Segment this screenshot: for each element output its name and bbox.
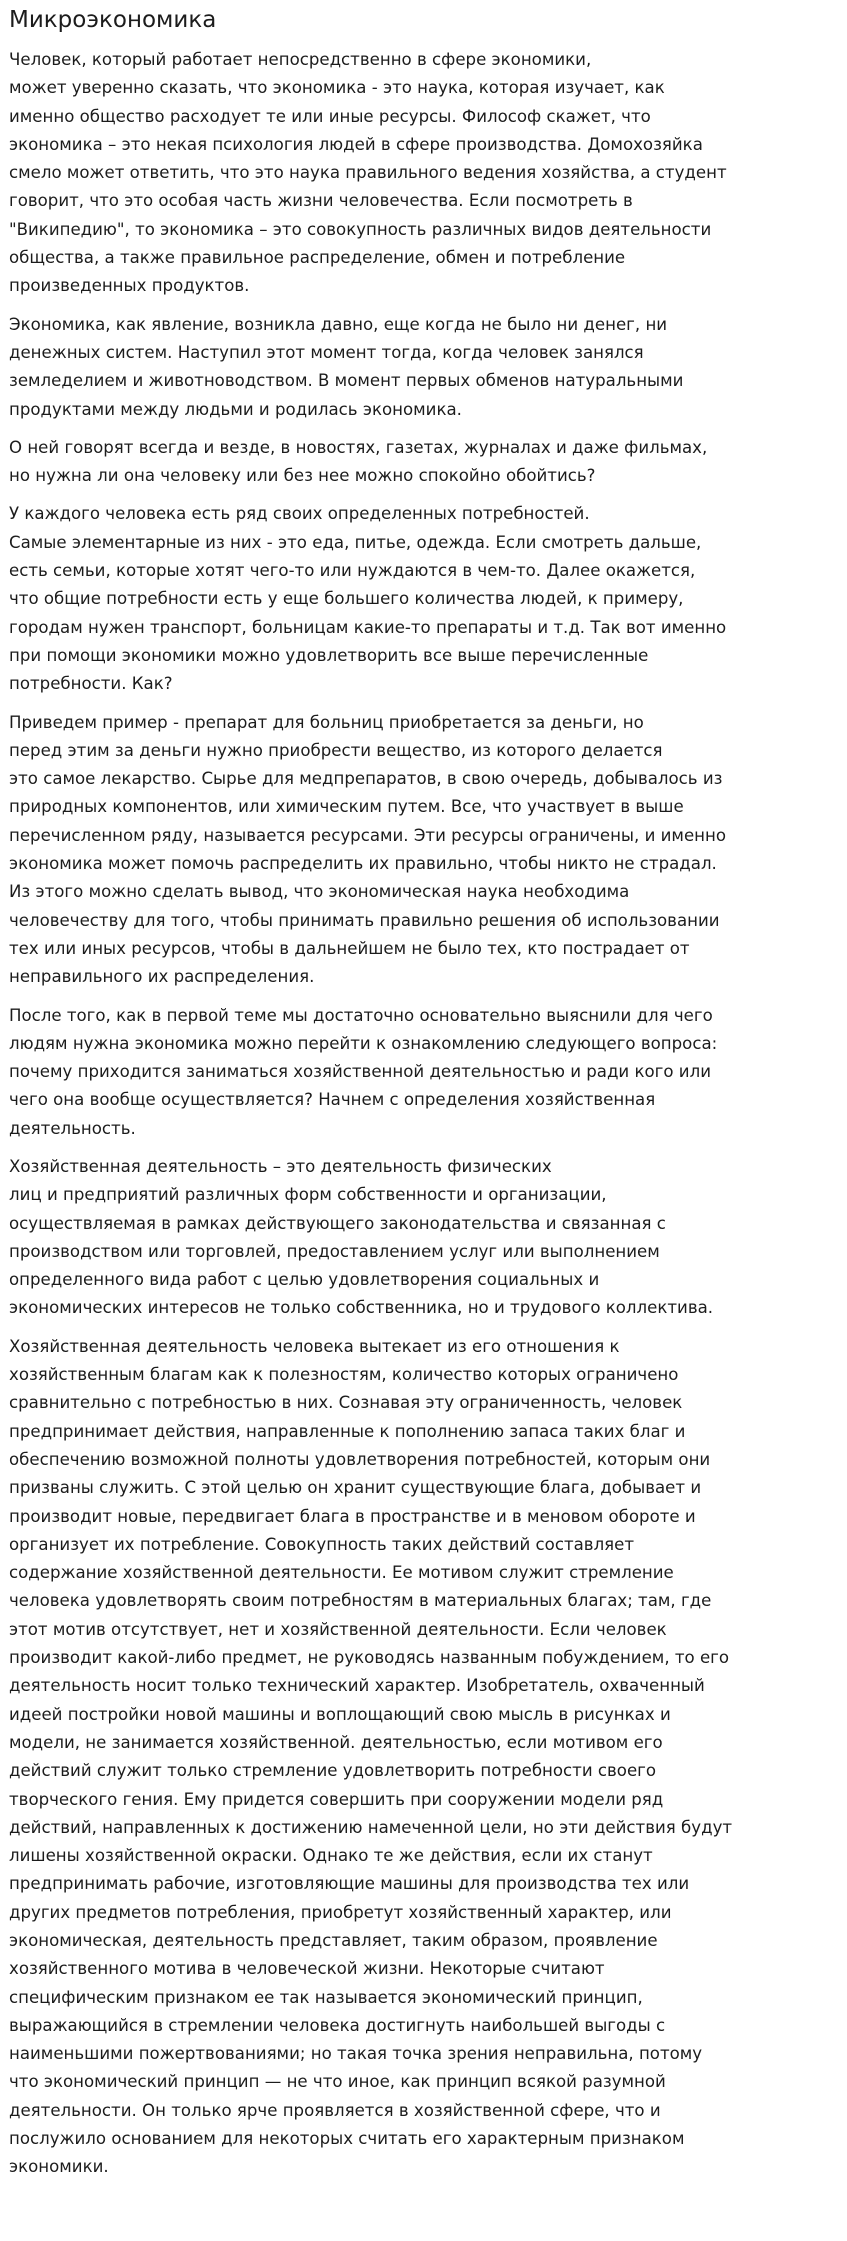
paragraph-2: Экономика, как явление, возникла давно, еще когда не было ни денег, ни денежных систем. Наступил этот момент тогда, когда человек занялся земледелием и животноводством. В момент первых обменов натуральными продуктами между людьми и родилась экономика. — [9, 314, 684, 419]
paragraph-1: Человек, который работает непосредственно в сфере экономики, может уверенно сказать, что экономика - это наука, которая изучает, как именно общество расходует те или иные ресурсы. Философ скажет, что экономика – это некая психология людей в сфере производства. Домохозяйка смело может ответить, что это наука правильного ведения хозяйства, а студент говорит, что это особая часть жизни человечества. Если посмотреть в "Википедию", то экономика – это совокупность различных видов деятельности общества, а также правильное распределение, обмен и потребление произведенных продуктов. — [9, 50, 727, 296]
paragraph-4: У каждого человека есть ряд своих определенных потребностей. Самые элементарные из них - это еда, питье, одежда. Если смотреть дальше, есть семьи, которые хотят чего-то или нуждаются в чем-то. Далее окажется, что общие потребности есть у еще большего количества людей, к примеру, городам нужен транспорт, больницам какие-то препараты и т.д. Так вот именно при помощи экономики можно удовлетворить все выше перечисленные потребности. Как? — [9, 504, 727, 694]
paragraph-7: Хозяйственная деятельность – это деятельность физических лиц и предприятий различных форм собственности и организации, осуществляемая в рамках действующего законодательства и связанная с производством или торговлей, предоставлением услуг или выполнением определенного вида работ с целью удовлетворения социальных и экономических интересов не только собственника, но и трудового коллектива. — [9, 1156, 714, 1318]
page-title: Микроэкономика — [9, 7, 217, 33]
paragraph-5: Приведем пример - препарат для больниц приобретается за деньги, но перед этим за деньги нужно приобрести вещество, из которого делается это самое лекарство. Сырье для медпрепаратов, в свою очередь, добывалось из природных компонентов, или химическим путем. Все, что участвует в выше перечисленном ряду, называется ресурсами. Эти ресурсы ограничены, и именно экономика может помочь распределить их правильно, чтобы никто не страдал. Из этого можно сделать вывод, что экономическая наука необходима человечеству для того, чтобы принимать правильно решения об использовании тех или иных ресурсов, чтобы в дальнейшем не было тех, кто пострадает от неправильного их распределения. — [9, 712, 727, 987]
paragraph-8: Хозяйственная деятельность человека вытекает из его отношения к хозяйственным благам как к полезностям, количество которых ограничено сравнительно с потребностью в них. Сознавая эту ограниченность, человек предпринимает действия, направленные к пополнению запаса таких благ и обеспечению возможной полноты удовлетворения потребностей, которым они призваны служить. С этой целью он хранит существующие блага, добывает и производит новые, передвигает блага в пространстве и в меновом обороте и организует их потребление. Совокупность таких действий составляет содержание хозяйственной деятельности. Ее мотивом служит стремление человека удовлетворять своим потребностям в материальных благах; там, где этот мотив отсутствует, нет и хозяйственной деятельности. Если человек производит какой-либо предмет, не руководясь названным побуждением, то его деятельность носит только технический характер. Изобретатель, охваченный идеей постройки новой машины и воплощающий свою мысль в рисунках и модели, не занимается хозяйственной. деятельностью, если мотивом его действий служит только стремление удовлетворить потребности своего творческого гения. Ему придется совершить при сооружении модели ряд действий, направленных к достижению намеченной цели, но эти действия будут лишены хозяйственной окраски. Однако те же действия, если их станут предпринимать рабочие, изготовляющие машины для производства тех или других предметов потребления, приобретут хозяйственный характер, или экономическая, деятельность представляет, таким образом, проявление хозяйственного мотива в человеческой жизни. Некоторые считают специфическим признаком ее так называется экономический принцип, выражающийся в стремлении человека достигнуть наибольшей выгоды с наименьшими пожертвованиями; но такая точка зрения неправильна, потому что экономический принцип — не что иное, как принцип всякой разумной деятельности. Он только ярче проявляется в хозяйственной сфере, что и послужило основанием для некоторых считать его характерным признаком экономики. — [9, 1336, 733, 2177]
paragraph-3: О ней говорят всегда и везде, в новостях, газетах, журналах и даже фильмах, но нужна ли она человеку или без нее можно спокойно обойтись? — [9, 437, 708, 486]
paragraph-6: После того, как в первой теме мы достаточно основательно выяснили для чего людям нужна экономика можно перейти к ознакомлению следующего вопроса: почему приходится заниматься хозяйственной деятельностью и ради кого или чего она вообще осуществляется? Начнем с определения хозяйственная деятельность. — [9, 1005, 718, 1138]
